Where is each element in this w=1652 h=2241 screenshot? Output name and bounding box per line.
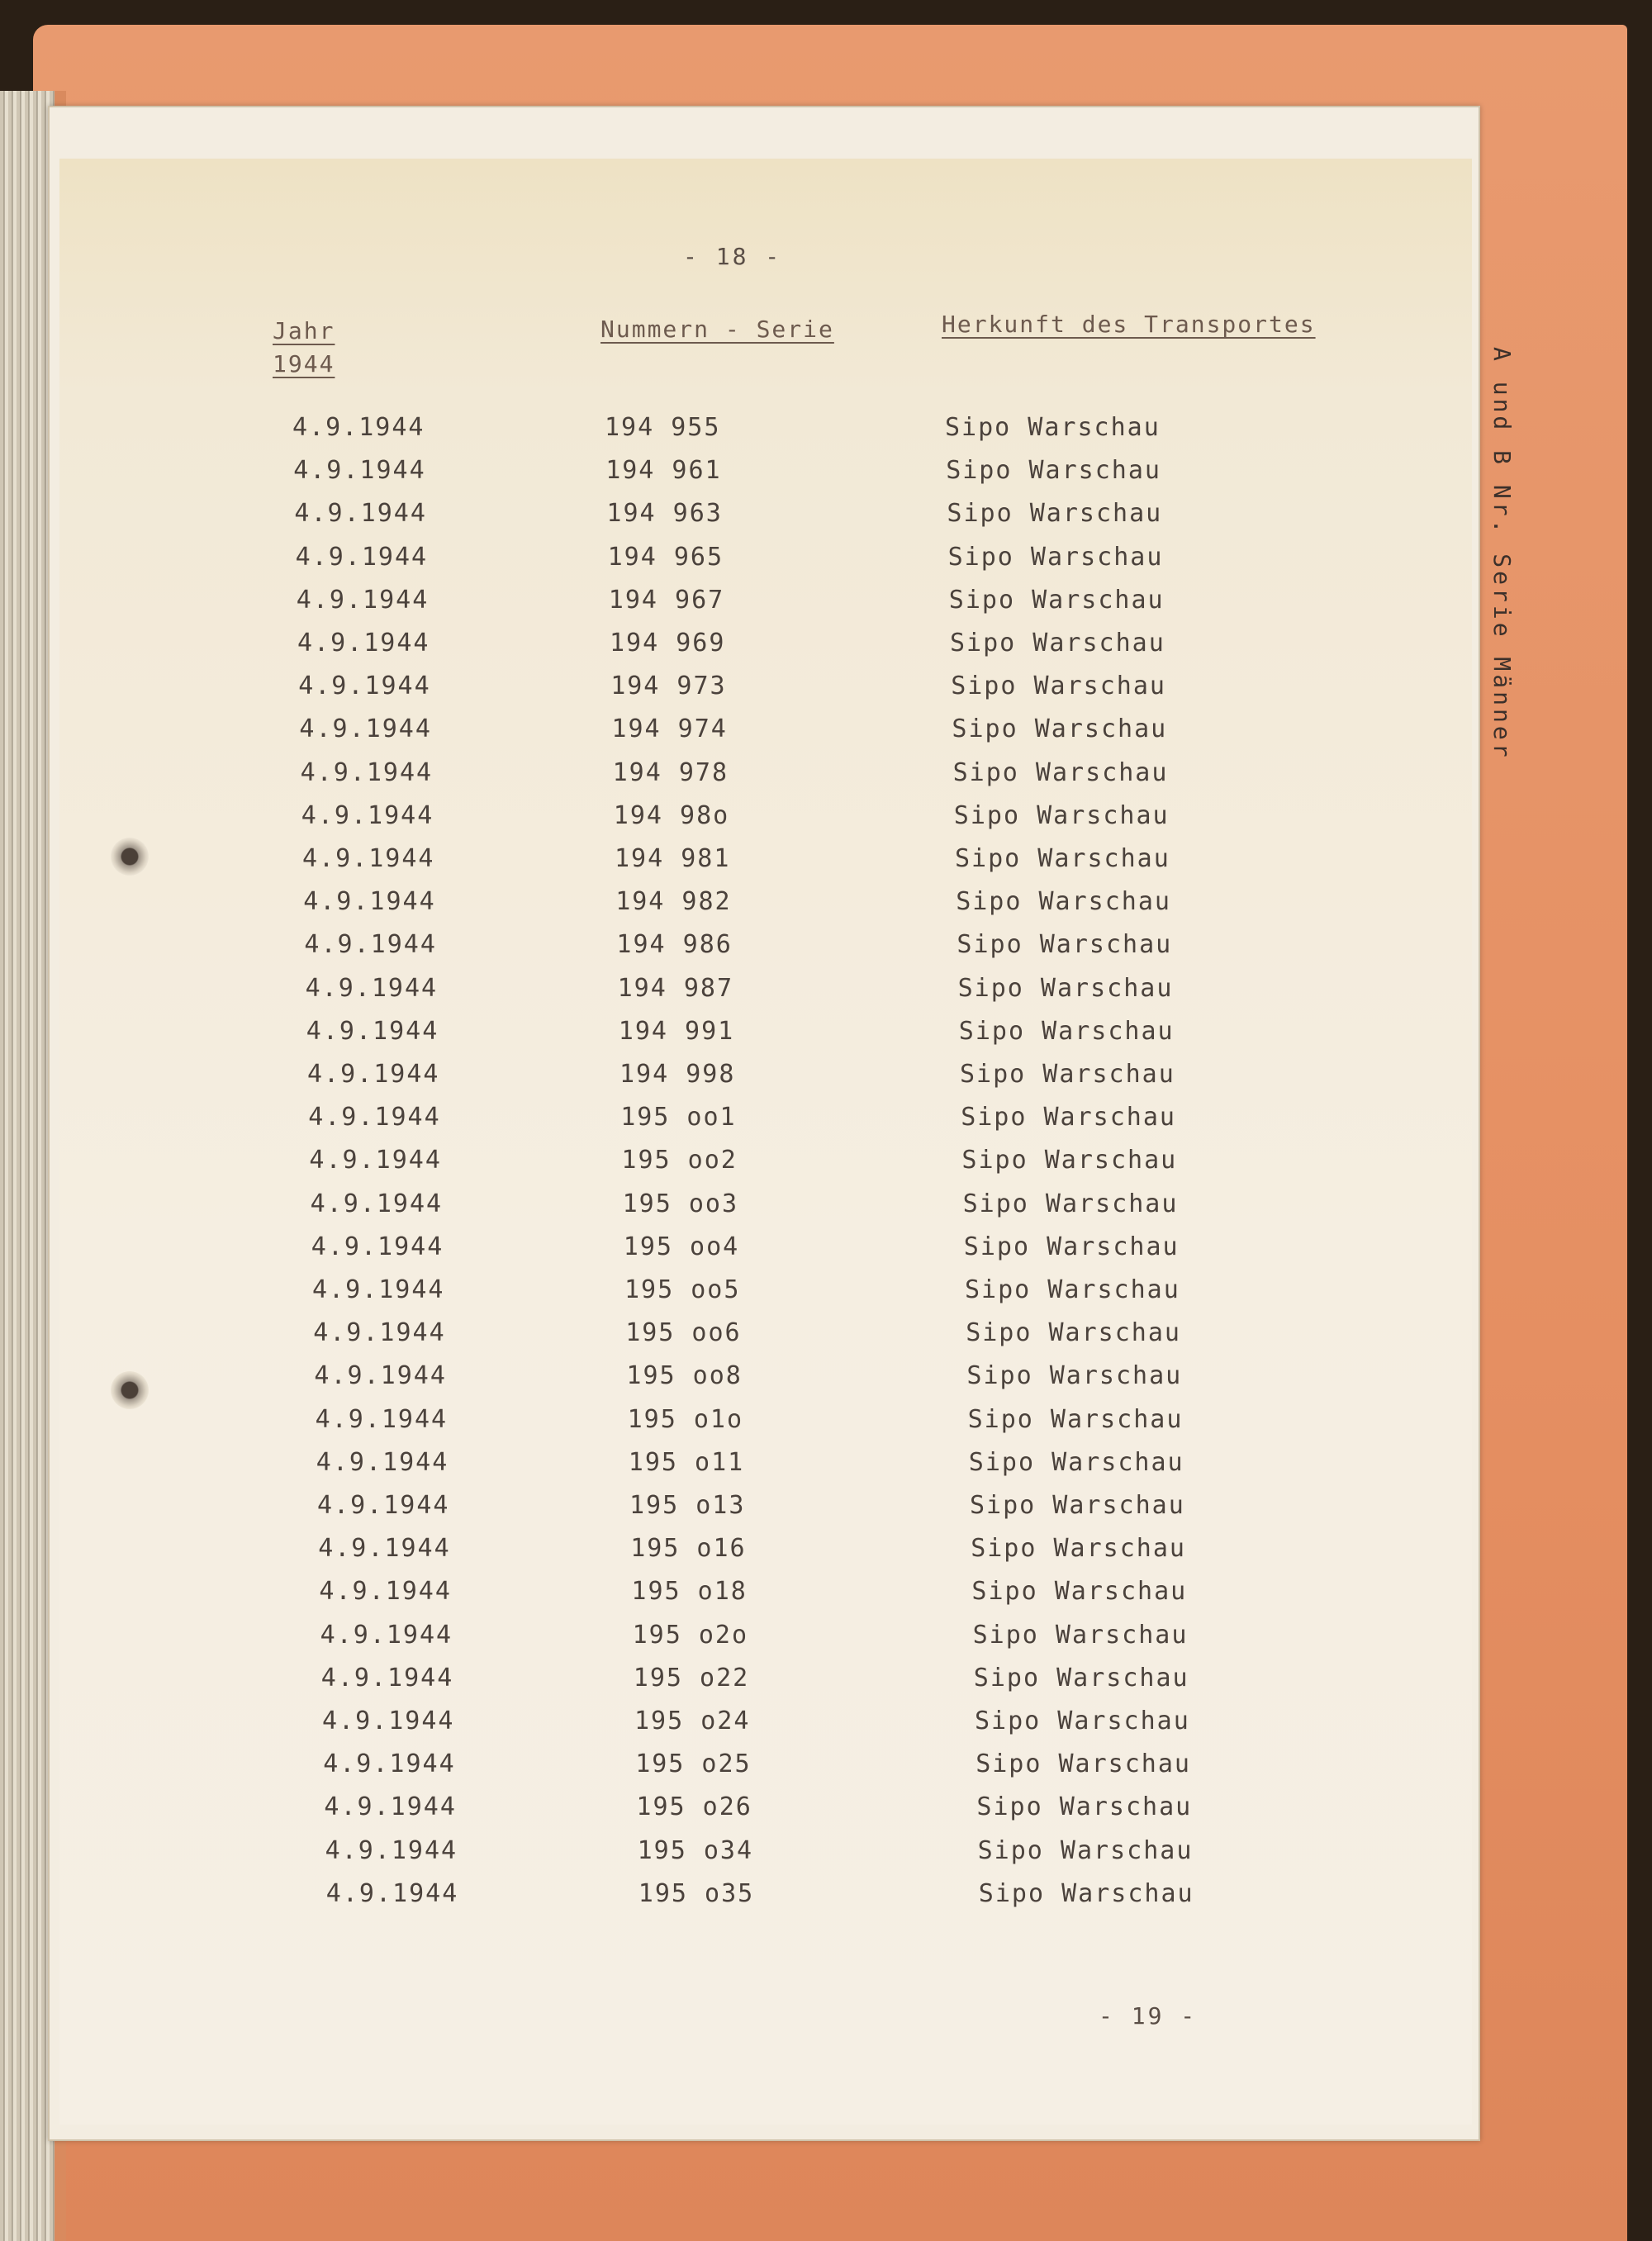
row-date: 4.9.1944 <box>305 973 439 1003</box>
table-row <box>59 1836 1472 1879</box>
table-row <box>59 1577 1472 1620</box>
row-date: 4.9.1944 <box>302 844 435 873</box>
row-number: 195 o16 <box>630 1534 747 1564</box>
row-origin: Sipo Warschau <box>957 973 1174 1003</box>
table-row <box>59 499 1472 542</box>
row-origin: Sipo Warschau <box>971 1534 1186 1564</box>
row-number: 194 969 <box>610 629 726 658</box>
table-row <box>59 1275 1472 1318</box>
row-date: 4.9.1944 <box>306 1016 439 1046</box>
row-date: 4.9.1944 <box>304 930 437 960</box>
table-row <box>59 413 1472 456</box>
row-date: 4.9.1944 <box>312 1275 445 1304</box>
table-row <box>59 1750 1472 1792</box>
table-row <box>59 1232 1472 1275</box>
row-date: 4.9.1944 <box>325 1878 459 1908</box>
row-date: 4.9.1944 <box>320 1620 453 1650</box>
row-origin: Sipo Warschau <box>968 1447 1184 1477</box>
table-row <box>59 1017 1472 1060</box>
table-row <box>59 543 1472 586</box>
table-row <box>59 1189 1472 1232</box>
row-number: 195 oo4 <box>623 1232 740 1261</box>
row-number: 195 oo1 <box>620 1103 737 1132</box>
row-number: 194 998 <box>620 1060 736 1089</box>
header-number-series: Nummern - Serie <box>601 316 834 343</box>
row-origin: Sipo Warschau <box>953 800 1170 830</box>
row-number: 194 974 <box>611 715 728 744</box>
row-origin: Sipo Warschau <box>962 1189 1179 1218</box>
row-origin: Sipo Warschau <box>957 930 1173 960</box>
row-origin: Sipo Warschau <box>977 1835 1194 1865</box>
row-number: 194 982 <box>615 887 732 917</box>
row-number: 195 o22 <box>633 1663 750 1693</box>
row-number: 195 o24 <box>634 1707 751 1735</box>
page-number-bottom: - 19 - <box>1099 2002 1198 2030</box>
row-number: 194 955 <box>605 413 721 442</box>
row-date: 4.9.1944 <box>317 1491 450 1520</box>
row-number: 194 987 <box>617 973 734 1003</box>
table-row <box>59 1103 1472 1146</box>
header-year-value: 1944 <box>273 350 335 377</box>
row-origin: Sipo Warschau <box>952 715 1168 744</box>
row-date: 4.9.1944 <box>320 1663 454 1693</box>
table-row <box>59 672 1472 715</box>
row-origin: Sipo Warschau <box>975 1707 1190 1735</box>
row-date: 4.9.1944 <box>324 1792 457 1822</box>
row-number: 195 oo6 <box>625 1318 742 1348</box>
row-origin: Sipo Warschau <box>976 1792 1193 1822</box>
row-origin: Sipo Warschau <box>956 887 1171 917</box>
row-origin: Sipo Warschau <box>951 672 1166 701</box>
row-date: 4.9.1944 <box>319 1577 452 1607</box>
row-date: 4.9.1944 <box>325 1835 458 1865</box>
table-row <box>59 629 1472 672</box>
row-origin: Sipo Warschau <box>948 585 1165 615</box>
row-origin: Sipo Warschau <box>947 499 1163 529</box>
row-date: 4.9.1944 <box>299 715 432 744</box>
table-row <box>59 1621 1472 1664</box>
row-number: 195 o26 <box>636 1792 752 1822</box>
row-date: 4.9.1944 <box>296 585 430 615</box>
document-page <box>59 159 1472 2125</box>
table-row <box>59 715 1472 757</box>
row-number: 194 986 <box>616 930 733 960</box>
row-number: 195 o35 <box>638 1878 755 1908</box>
row-date: 4.9.1944 <box>309 1146 442 1175</box>
row-date: 4.9.1944 <box>310 1189 444 1218</box>
table-row <box>59 758 1472 801</box>
row-number: 194 98o <box>613 800 730 830</box>
row-origin: Sipo Warschau <box>961 1146 1178 1175</box>
table-row <box>59 1792 1472 1835</box>
table-row <box>59 1879 1472 1922</box>
row-date: 4.9.1944 <box>314 1361 447 1391</box>
row-origin: Sipo Warschau <box>967 1404 1184 1434</box>
row-origin: Sipo Warschau <box>946 456 1161 486</box>
table-row <box>59 1060 1472 1103</box>
row-number: 194 978 <box>612 757 729 787</box>
row-number: 194 961 <box>605 456 722 486</box>
row-origin: Sipo Warschau <box>950 629 1165 658</box>
header-origin: Herkunft des Transportes <box>942 311 1316 338</box>
row-origin: Sipo Warschau <box>961 1103 1176 1132</box>
row-number: 195 o34 <box>637 1835 754 1865</box>
table-row <box>59 1405 1472 1448</box>
row-date: 4.9.1944 <box>293 456 426 486</box>
row-origin: Sipo Warschau <box>955 844 1170 873</box>
row-origin: Sipo Warschau <box>963 1232 1180 1261</box>
row-date: 4.9.1944 <box>303 887 436 917</box>
table-row <box>59 801 1472 844</box>
row-date: 4.9.1944 <box>308 1103 441 1132</box>
row-number: 194 963 <box>606 499 723 529</box>
row-date: 4.9.1944 <box>300 757 434 787</box>
row-number: 195 oo2 <box>621 1146 738 1175</box>
row-number: 195 o11 <box>628 1447 745 1477</box>
row-number: 195 oo5 <box>624 1275 741 1304</box>
table-row <box>59 456 1472 499</box>
page-number-top: - 18 - <box>683 243 782 270</box>
folder-spine-label: A und B Nr. Serie Männer <box>1488 347 1516 761</box>
table-row <box>59 1448 1472 1491</box>
table-row <box>59 586 1472 629</box>
row-number: 195 o18 <box>631 1577 748 1607</box>
row-date: 4.9.1944 <box>323 1750 456 1779</box>
row-origin: Sipo Warschau <box>971 1577 1188 1607</box>
table-row <box>59 1664 1472 1707</box>
row-origin: Sipo Warschau <box>972 1620 1189 1650</box>
row-number: 195 o2o <box>632 1620 749 1650</box>
row-date: 4.9.1944 <box>292 413 425 442</box>
table-row <box>59 1534 1472 1577</box>
row-date: 4.9.1944 <box>301 800 434 830</box>
row-origin: Sipo Warschau <box>952 757 1169 787</box>
row-date: 4.9.1944 <box>311 1232 444 1261</box>
row-origin: Sipo Warschau <box>978 1878 1194 1908</box>
row-date: 4.9.1944 <box>316 1447 449 1477</box>
table-row <box>59 1707 1472 1750</box>
row-date: 4.9.1944 <box>315 1404 449 1434</box>
row-date: 4.9.1944 <box>298 672 431 701</box>
row-date: 4.9.1944 <box>295 542 429 572</box>
row-origin: Sipo Warschau <box>966 1361 1183 1391</box>
row-origin: Sipo Warschau <box>976 1750 1191 1779</box>
row-origin: Sipo Warschau <box>960 1060 1175 1089</box>
row-number: 194 967 <box>608 585 725 615</box>
row-origin: Sipo Warschau <box>965 1275 1180 1304</box>
row-origin: Sipo Warschau <box>973 1663 1189 1693</box>
row-number: 194 991 <box>618 1016 735 1046</box>
row-origin: Sipo Warschau <box>966 1318 1181 1348</box>
row-number: 195 o25 <box>635 1750 752 1779</box>
table-row <box>59 974 1472 1017</box>
table-row <box>59 887 1472 930</box>
row-date: 4.9.1944 <box>294 499 427 529</box>
table-row <box>59 1361 1472 1404</box>
row-number: 194 973 <box>610 672 727 701</box>
table-row <box>59 1146 1472 1189</box>
row-date: 4.9.1944 <box>322 1707 455 1735</box>
table-row <box>59 1318 1472 1361</box>
row-number: 194 981 <box>615 844 731 873</box>
row-date: 4.9.1944 <box>313 1318 446 1348</box>
header-year: Jahr <box>273 317 335 344</box>
row-number: 194 965 <box>607 542 724 572</box>
row-origin: Sipo Warschau <box>958 1016 1175 1046</box>
table-row <box>59 930 1472 973</box>
row-number: 195 oo8 <box>626 1361 743 1391</box>
table-row <box>59 1491 1472 1534</box>
row-number: 195 oo3 <box>622 1189 739 1218</box>
row-number: 195 o1o <box>627 1404 744 1434</box>
row-origin: Sipo Warschau <box>947 542 1164 572</box>
row-date: 4.9.1944 <box>318 1534 451 1564</box>
row-date: 4.9.1944 <box>297 629 430 658</box>
table-row <box>59 844 1472 887</box>
row-origin: Sipo Warschau <box>970 1491 1185 1520</box>
row-date: 4.9.1944 <box>307 1060 440 1089</box>
row-origin: Sipo Warschau <box>945 413 1161 442</box>
row-number: 195 o13 <box>629 1491 746 1520</box>
